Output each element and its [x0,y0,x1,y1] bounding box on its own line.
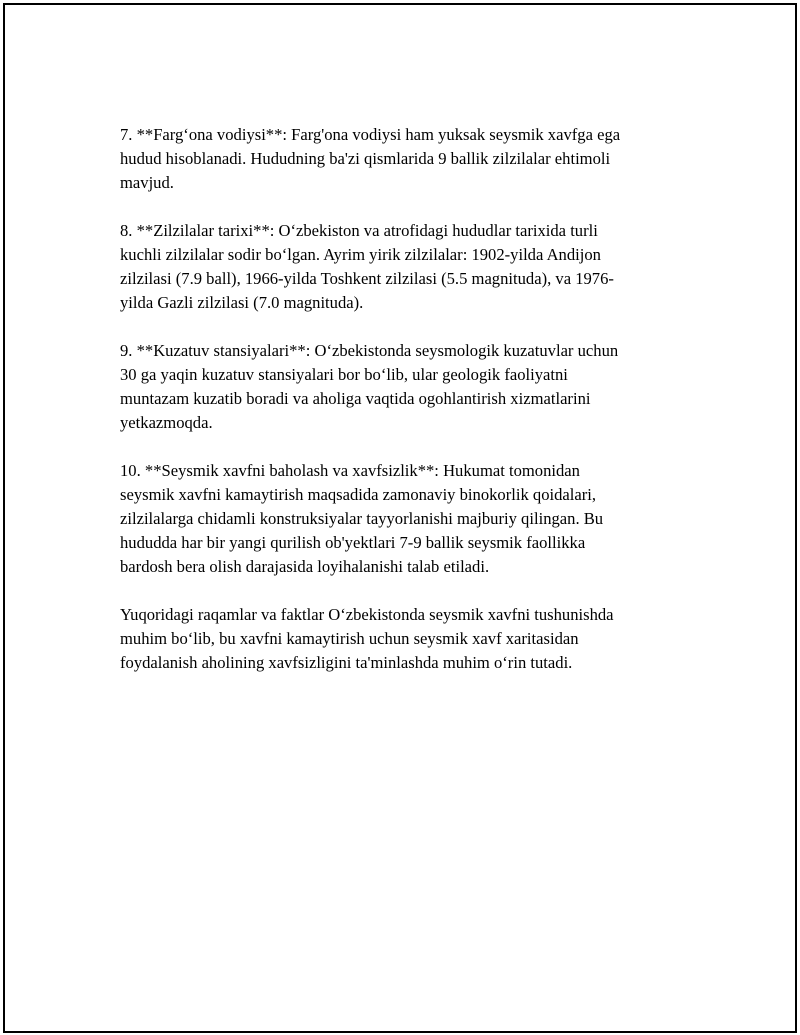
paragraph-earthquake-history: 8. **Zilzilalar tarixi**: O‘zbekiston va atrofidagi hududlar tarixida turli kuchli zilzilalar sodir bo‘lgan. Ayrim yirik zilzilalar: 1902-yilda Andijon zilzilasi (7.9 ball), 1966-yilda Toshkent zilzilasi (5.5 magnituda), va 1976- yilda Gazli zilzilasi (7.0 magnituda). [120,221,614,312]
document-body [120,123,680,699]
paragraph-conclusion: Yuqoridagi raqamlar va faktlar O‘zbekistonda seysmik xavfni tushunishda muhim bo‘lib, bu xavfni kamaytirish uchun seysmik xavf xaritasidan foydalanish aholining xavfsizligini ta'minlashda muhim o‘rin tutadi. [120,605,614,672]
paragraph-fergana-valley: 7. **Farg‘ona vodiysi**: Farg'ona vodiysi ham yuksak seysmik xavfga ega hudud hisoblanadi. Hududning ba'zi qismlarida 9 ballik zilzilalar ehtimoli mavjud. [120,125,621,192]
page-frame [3,3,797,1033]
paragraph-monitoring-stations: 9. **Kuzatuv stansiyalari**: O‘zbekistonda seysmologik kuzatuvlar uchun 30 ga yaqin kuzatuv stansiyalari bor bo‘lib, ular geologik faoliyatni muntazam kuzatib boradi va aholiga vaqtida ogohlantirish xizmatlarini yetkazmoqda. [120,341,619,432]
paragraph-risk-assessment: 10. **Seysmik xavfni baholash va xavfsizlik**: Hukumat tomonidan seysmik xavfni kamaytirish maqsadida zamonaviy binokorlik qoidalari, zilzilalarga chidamli konstruksiyalar tayyorlanishi majburiy qilingan. Bu hududda har bir yangi qurilish ob'yektlari 7-9 ballik seysmik faollikka bardosh bera olish darajasida loyihalanishi talab etiladi. [120,461,604,576]
